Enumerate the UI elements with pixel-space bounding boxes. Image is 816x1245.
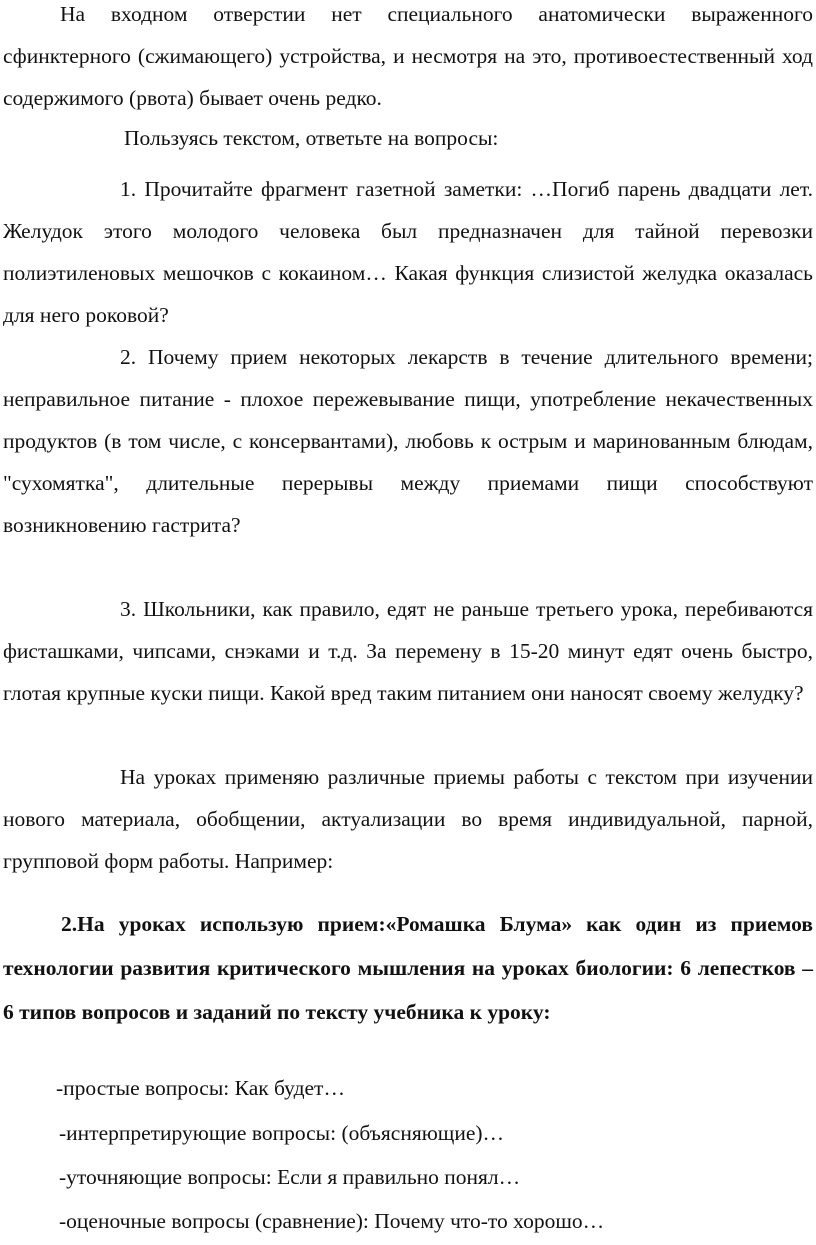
list-item: -интерпретирующие вопросы: (объясняющие)… (59, 1121, 505, 1145)
list-item: -оценочные вопросы (сравнение): Почему что-то хорошо… (59, 1209, 605, 1233)
question-1 (3, 168, 813, 336)
question-number: 2. (120, 345, 137, 369)
list-item: -уточняющие вопросы: Если я правильно понял… (59, 1165, 521, 1189)
question-3 (3, 588, 813, 714)
question-text: Школьники, как правило, едят не раньше третьего урока, перебиваются фисташками, чипсами, снэками и т.д. За перемену в 15-20 минут едят очень быстро, глотая крупные куски пищи. Какой вред таким питанием они наносят своему желудку? (3, 597, 814, 705)
methods-paragraph: На уроках применяю различные приемы работы с текстом при изучении нового материала, обобщении, актуализации во время индивидуальной, парной, групповой форм работы. Например: (3, 765, 813, 873)
instruction-line: Пользуясь текстом, ответьте на вопросы: (124, 126, 499, 150)
question-number: 3. (120, 597, 137, 621)
intro-paragraph: На входном отверстии нет специального анатомически выраженного сфинктерного (сжимающего) устройства, и несмотря на это, противоестественный ход содержимого (рвота) бывает очень редко. (3, 2, 813, 110)
question-number: 1. (120, 177, 137, 201)
bloom-heading: 2.На уроках использую прием:«Ромашка Блума» как один из приемов технологии развития критического мышления на уроках биологии: 6 лепестков – 6 типов вопросов и заданий по тексту учебника к уроку: (3, 912, 813, 1024)
list-item: -простые вопросы: Как будет… (56, 1076, 345, 1100)
question-text: Прочитайте фрагмент газетной заметки: …Погиб парень двадцати лет. Желудок этого молодого человека был предназначен для тайной перевозки полиэтиленовых мешочков с кокаином… Какая функция слизистой желудка оказалась для него роковой? (3, 177, 814, 327)
question-2 (3, 336, 813, 546)
question-text: Почему прием некоторых лекарств в течение длительного времени; неправильное питание - плохое пережевывание пищи, употребление некачественных продуктов (в том числе, с консервантами), любовь к острым и маринованным блюдам, "сухомятка", длительные перерывы между приемами пищи способствуют возникновению гастрита? (3, 345, 813, 537)
